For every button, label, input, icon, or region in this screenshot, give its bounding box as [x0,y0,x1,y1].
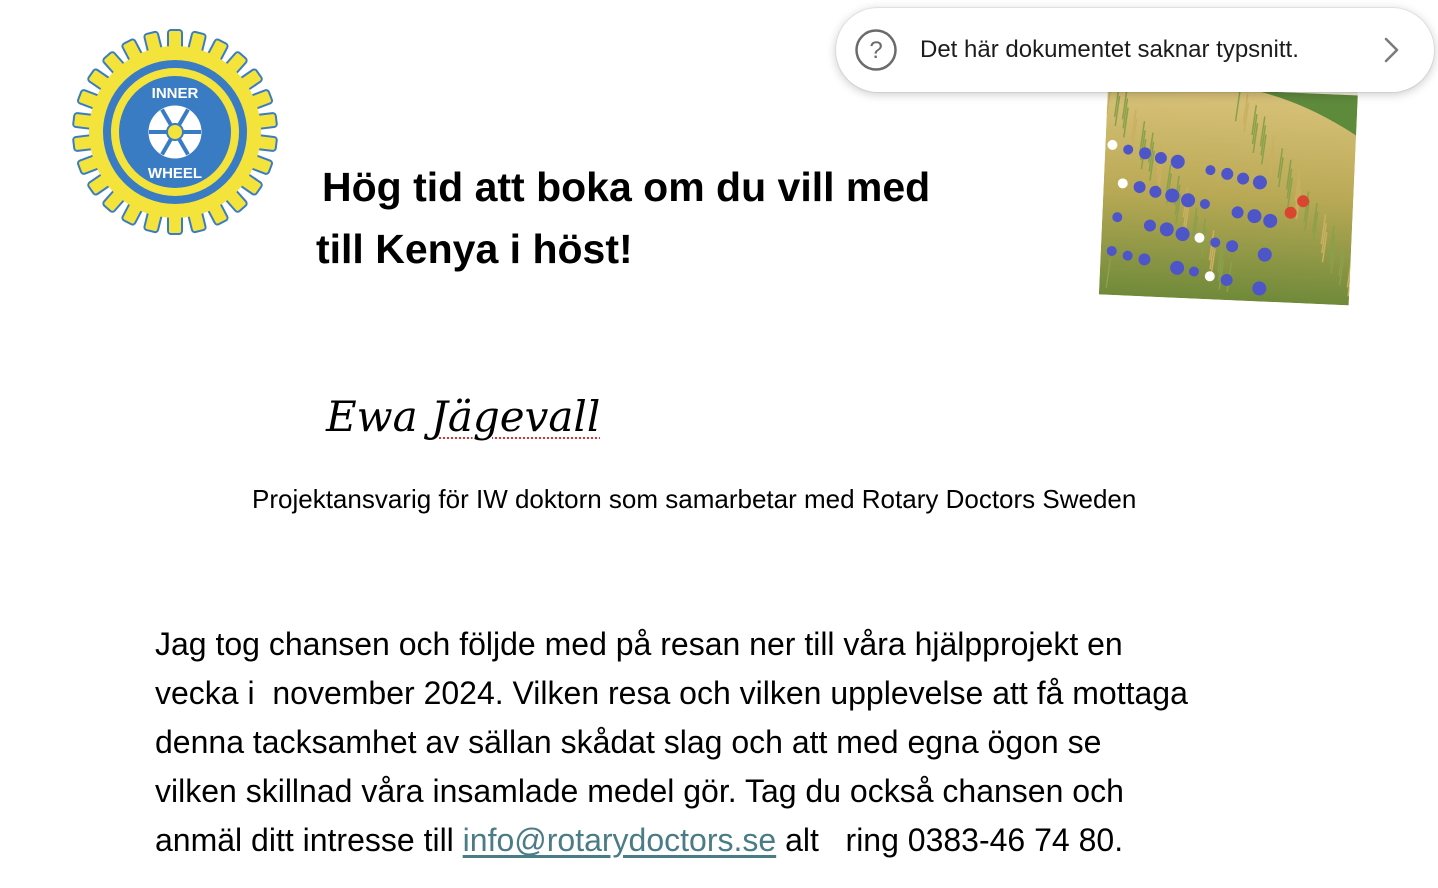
headline [316,156,930,280]
chevron-right-icon[interactable] [1382,36,1402,64]
headline-line-2: till Kenya i höst! [316,226,633,272]
signature [326,392,600,441]
body-line-3: denna tacksamhet av sällan skådat slag och att med egna ögon se [155,724,1102,760]
missing-fonts-banner[interactable] [836,8,1434,92]
logo-bottom-text: WHEEL [147,165,203,182]
body-paragraph [155,620,1335,865]
question-mark-circle-icon [854,28,898,72]
body-line-5 [155,816,1335,865]
body-line-5-before: anmäl ditt intresse till [155,822,463,858]
logo-top-text: INNER [151,85,199,102]
missing-fonts-message: Det här dokumentet saknar typsnitt. [920,36,1299,63]
body-line-4: vilken skillnad våra insamlade medel gör. Tag du också chansen och [155,773,1124,809]
inner-wheel-logo-icon [60,14,290,244]
body-line-2: vecka i november 2024. Vilken resa och vilken upplevelse att få mottaga [155,675,1188,711]
body-line-5-after: alt ring 0383-46 74 80. [776,822,1124,858]
email-link[interactable]: info@rotarydoctors.se [462,822,777,858]
headline-line-1: Hög tid att boka om du vill med [322,164,931,210]
signature-first-name: Ewa [326,392,418,441]
body-line-1: Jag tog chansen och följde med på resan ner till våra hjälpprojekt en [155,626,1123,662]
signature-surname-misspelled[interactable]: Jägevall [431,392,601,441]
svg-text:?: ? [869,37,883,64]
role-text: Projektansvarig för IW doktorn som samarbetar med Rotary Doctors Sweden [252,484,1137,514]
field-flowers-photo [1099,55,1359,306]
